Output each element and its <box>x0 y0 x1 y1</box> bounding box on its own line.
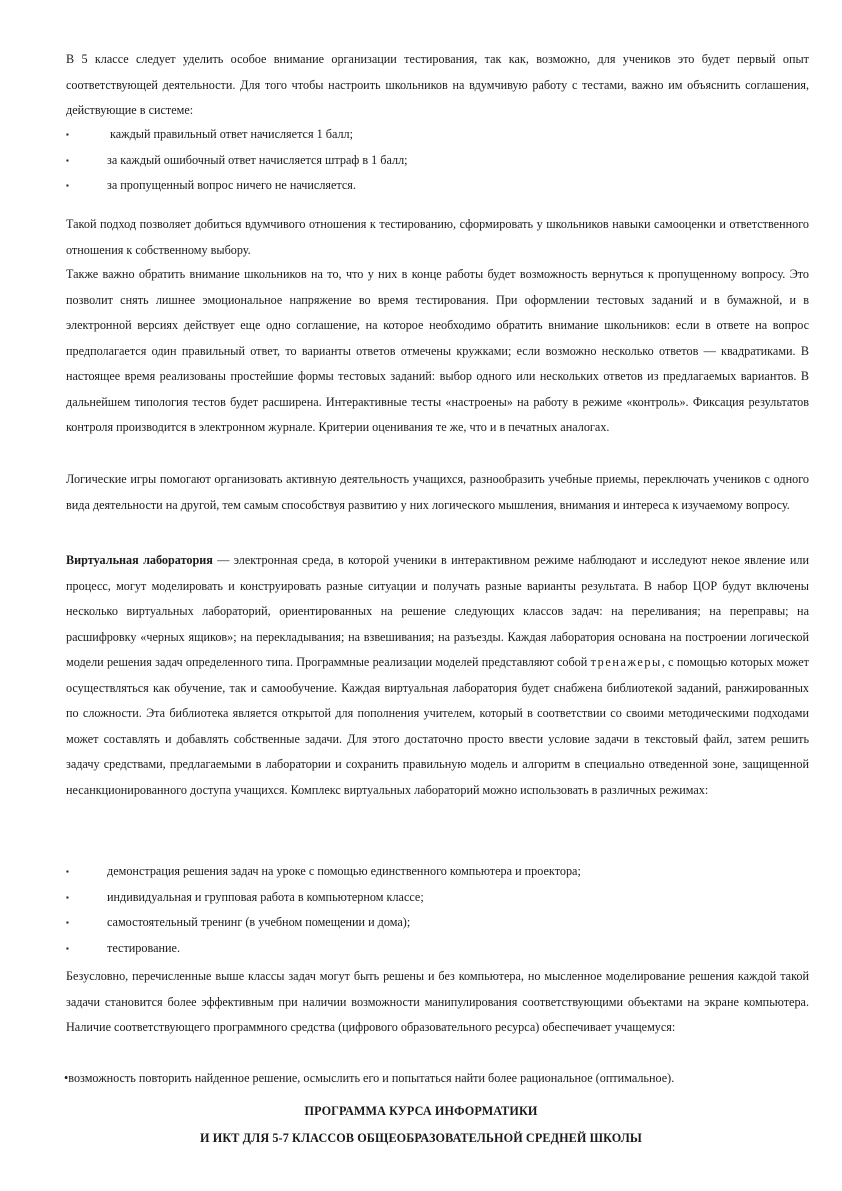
paragraph-part: , с помощью которых может осуществляться как обучение, так и самообучение. Каждая виртуальная лаборатория будет снабжена библиотекой заданий, ранжированных по сложности. Эта библиотека является открытой для пополнения учителем, который в соответствии со своими методическими подходами может составлять и добавлять собственные задачи. Для этого достаточно просто ввести условие задачи в текстовый файл, затем решить задачу средствами, предлагаемыми в лаборатории и сохранить правильную модель и алгоритм в специально отведенной зоне, защищенной несанкционированного доступа учащихся. Комплекс виртуальных лабораторий можно использовать в различных режимах: <box>66 655 809 797</box>
scoring-rules-list <box>66 122 809 199</box>
bullet-square-icon: ▪ <box>66 892 69 902</box>
list-item <box>66 148 809 174</box>
bullet-square-icon: ▪ <box>66 130 69 139</box>
paragraph-logic-games <box>66 467 809 518</box>
bullet-square-icon: ▪ <box>66 867 69 876</box>
list-item <box>66 910 809 936</box>
bullet-square-icon: ▪ <box>66 918 69 927</box>
list-item-text: тестирование. <box>107 940 180 955</box>
paragraph-text: Безусловно, перечисленные выше классы задач могут быть решены и без компьютера, но мысленное моделирование решения каждой такой задачи становится более эффективным при наличии возможности манипулирования соответствующими объектами на экране компьютера. Наличие соответствующего программного средства (цифрового образовательного ресурса) обеспечивает учащемуся: <box>66 969 809 1034</box>
term-virtual-lab: Виртуальная лаборатория <box>66 553 213 567</box>
list-item-text: демонстрация решения задач на уроке с помощью единственного компьютера и проектора; <box>107 864 581 878</box>
list-item-text: за пропущенный вопрос ничего не начисляется. <box>107 178 356 192</box>
term-trainers: тренажеры <box>590 655 662 669</box>
bullet-square-icon: ▪ <box>66 155 69 165</box>
list-item-text: самостоятельный тренинг (в учебном помещении и дома); <box>107 915 411 929</box>
list-item <box>66 173 809 199</box>
section-heading-line1: ПРОГРАММА КУРСА ИНФОРМАТИКИ <box>304 1104 538 1118</box>
list-item <box>66 859 809 885</box>
paragraph-text: Также важно обратить внимание школьников на то, что у них в конце работы будет возможность вернуться к пропущенному вопросу. Это позволит снять лишнее эмоциональное напряжение во время тестирования. При оформлении тестовых заданий и в бумажной, и в электронной версиях действует еще одно соглашение, на которое необходимо обратить внимание школьников: если в ответе на вопрос предполагается один правильный ответ, то варианты ответов отмечены кружками; если возможно несколько ответов — квадратиками. В настоящее время реализованы простейшие формы тестовых заданий: выбор одного или нескольких ответов из предлагаемых вариантов. В дальнейшем типология тестов будет расширена. Интерактивные тесты «настроены» на работу в режиме «контроль». Фиксация результатов контроля производится в электронном журнале. Критерии оценивания те же, что и в печатных аналогах. <box>66 267 809 434</box>
paragraph-text: В 5 классе следует уделить особое внимание организации тестирования, так как, возможно, для учеников это будет первый опыт соответствующей деятельности. Для того чтобы настроить школьников на вдумчивую работу с тестами, важно им объяснить соглашения, действующие в системе: <box>66 52 809 117</box>
list-item-text: каждый правильный ответ начисляется 1 балл; <box>110 127 354 141</box>
lab-modes-list <box>66 859 809 961</box>
list-item-text: индивидуальная и групповая работа в компьютерном классе; <box>107 889 424 904</box>
paragraph-approach <box>66 212 809 263</box>
list-item <box>66 885 809 911</box>
list-item <box>66 122 809 148</box>
paragraph-text <box>66 548 809 803</box>
bullet-square-icon: ▪ <box>66 181 69 190</box>
paragraph-virtual-lab <box>66 548 809 803</box>
section-heading-line2: И ИКТ ДЛЯ 5-7 КЛАССОВ ОБЩЕОБРАЗОВАТЕЛЬНОЙ СРЕДНЕЙ ШКОЛЫ <box>200 1131 642 1145</box>
bullet-square-icon: ▪ <box>66 943 69 953</box>
bullet-dot-icon: • <box>64 1071 69 1085</box>
list-item-text: за каждый ошибочный ответ начисляется штраф в 1 балл; <box>107 152 408 167</box>
paragraph-text: Логические игры помогают организовать активную деятельность учащихся, разнообразить учебные приемы, переключать учеников с одного вида деятельности на другой, тем самым способствуя развитию у них логического мышления, внимания и интереса к изучаемому вопросу. <box>66 472 809 512</box>
paragraph-part: — электронная среда, в которой ученики в интерактивном режиме наблюдают и исследуют некое явление или процесс, могут моделировать и конструировать разные ситуации и получать разные варианты результата. В набор ЦОР будут включены несколько виртуальных лабораторий, ориентированных на решение следующих классов задач: на переливания; на переправы; на расшифровку «черных ящиков»; на перекладывания; на взвешивания; на разъезды. Каждая лаборатория основана на построении логической модели решения задач определенного типа. Программные реализации моделей представляют собой <box>66 553 809 669</box>
paragraph-testing-intro <box>66 47 809 124</box>
bullet-last-text: возможность повторить найденное решение, осмыслить его и попытаться найти более рациональное (оптимальное). <box>68 1071 675 1085</box>
bullet-last-item <box>64 1066 824 1092</box>
list-item <box>66 936 809 962</box>
paragraph-conventions <box>66 262 809 441</box>
paragraph-text: Такой подход позволяет добиться вдумчивого отношения к тестированию, сформировать у школьников навыки самооценки и ответственного отношения к собственному выбору. <box>66 217 809 257</box>
paragraph-conclusion <box>66 964 809 1041</box>
